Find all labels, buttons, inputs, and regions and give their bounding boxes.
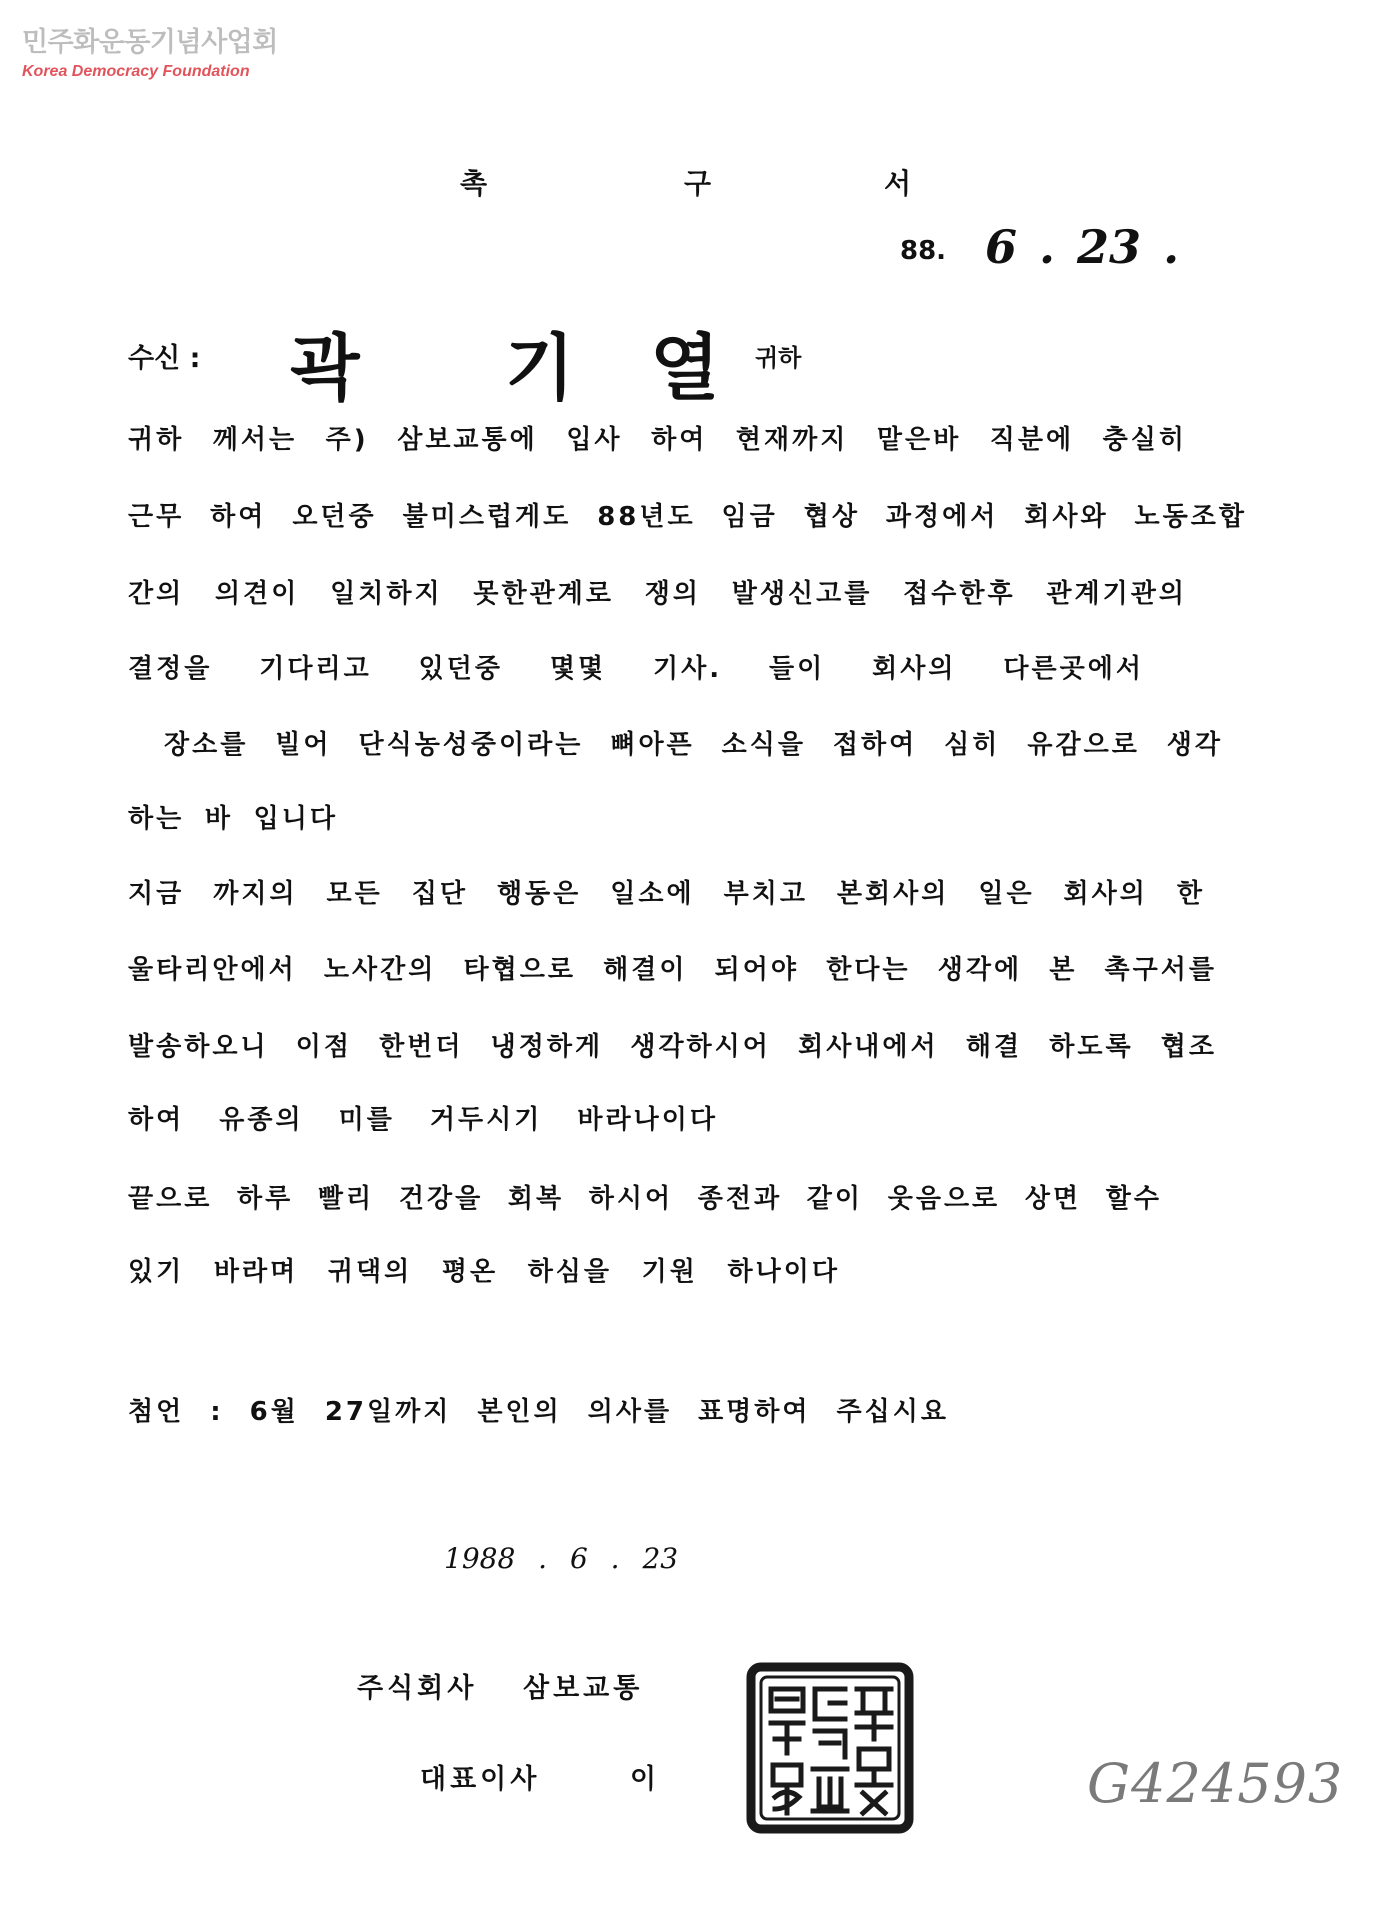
company-type: 주식회사 — [357, 1673, 478, 1704]
body-line-6: 하는 바 입니다 — [128, 804, 338, 834]
recipient-name-char-1: 곽 — [290, 325, 360, 410]
representative-title: 대표이사 — [420, 1764, 541, 1795]
body-line-10: 하여 유종의 미를 거두시기 바라나이다 — [128, 1105, 718, 1135]
body-line-3: 간의 의견이 일치하지 못한관계로 쟁의 발생신고를 접수한후 관계기관의 — [128, 579, 1187, 609]
company-name: 삼보교통 — [523, 1673, 644, 1704]
body-line-12: 있기 바라며 귀댁의 평온 하심을 기원 하나이다 — [128, 1257, 840, 1287]
title-char-1: 촉 — [460, 167, 488, 200]
signature-date: 1988 . 6 . 23 — [444, 1542, 679, 1575]
recipient-honorific: 귀하 — [755, 344, 802, 372]
body-line-4: 결정을 기다리고 있던중 몇몇 기사. 들이 회사의 다른곳에서 — [128, 654, 1144, 684]
recipient-name-char-2: 기 — [505, 325, 575, 410]
body-line-1: 귀하 께서는 주) 삼보교통에 입사 하여 현재까지 맡은바 직분에 충실히 — [128, 425, 1187, 455]
body-line-8: 울타리안에서 노사간의 타협으로 해결이 되어야 한다는 생각에 본 촉구서를 — [128, 955, 1217, 985]
representative-surname: 이 — [630, 1764, 661, 1795]
body-line-11: 끝으로 하루 빨리 건강을 회복 하시어 종전과 같이 웃음으로 상면 할수 — [128, 1184, 1162, 1214]
recipient-name-char-3: 열 — [650, 325, 720, 410]
title-char-3: 서 — [884, 167, 912, 200]
postscript: 첨언 : 6월 27일까지 본인의 의사를 표명하여 주십시요 — [128, 1397, 949, 1427]
body-line-5: 장소를 빌어 단식농성중이라는 뼈아픈 소식을 접하여 심히 유감으로 생각 — [164, 730, 1223, 760]
company-seal-stamp — [745, 1661, 915, 1835]
body-line-7: 지금 까지의 모든 집단 행동은 일소에 부치고 본회사의 일은 회사의 한 — [128, 879, 1205, 909]
top-date-handwritten: 6 . 23 . — [985, 220, 1180, 274]
top-date-year: 88. — [900, 236, 947, 266]
watermark-english: Korea Democracy Foundation — [22, 63, 250, 80]
title-char-2: 구 — [684, 167, 712, 200]
recipient-label: 수신 : — [128, 343, 201, 374]
body-line-2: 근무 하여 오던중 불미스럽게도 88년도 임금 협상 과정에서 회사와 노동조합 — [128, 502, 1247, 532]
watermark-korean: 민주화운동기념사업회 — [22, 27, 278, 58]
body-line-9: 발송하오니 이점 한번더 냉정하게 생각하시어 회사내에서 해결 하도록 협조 — [128, 1032, 1217, 1062]
archive-number: G424593 — [1087, 1752, 1344, 1815]
